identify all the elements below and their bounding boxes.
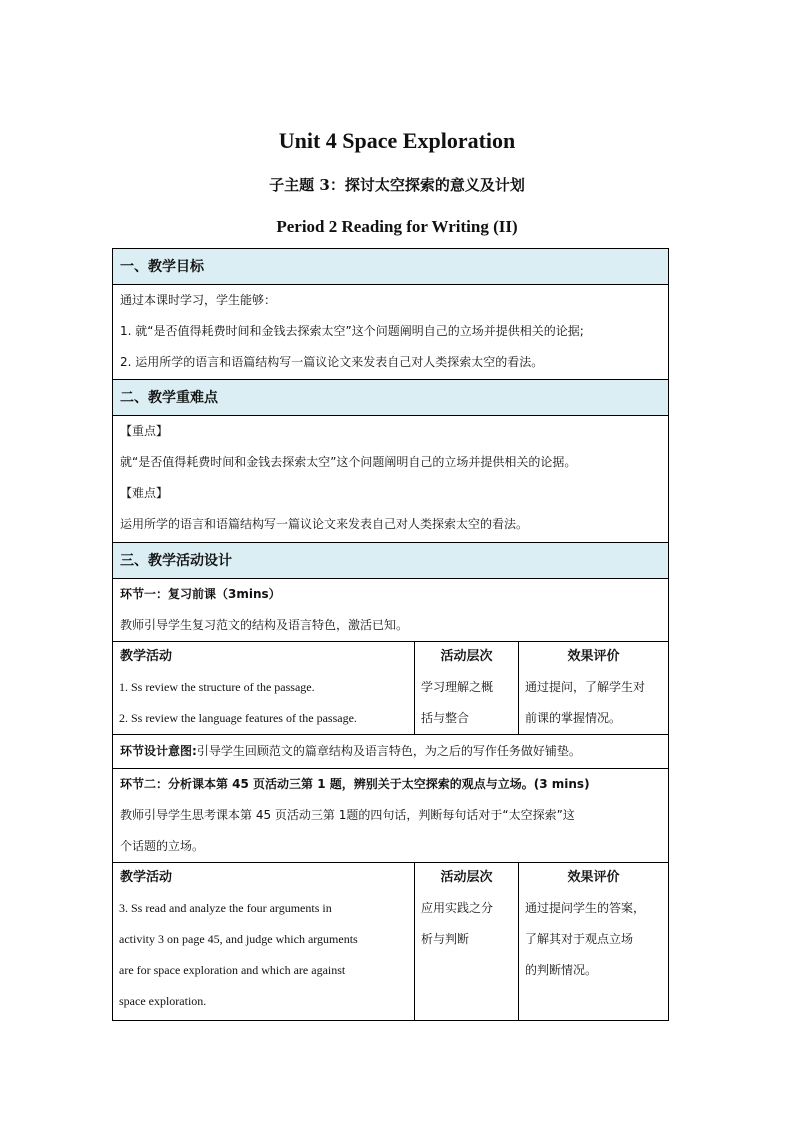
difficult-point-text: 运用所学的语言和语篇结构写一篇议论文来发表自己对人类探索太空的看法。 bbox=[120, 517, 529, 531]
section-key-difficult-points bbox=[112, 379, 669, 542]
level-line: 析与判断 bbox=[421, 932, 470, 946]
document-title: Unit 4 Space Exploration bbox=[278, 128, 516, 153]
step2-activity-table bbox=[113, 862, 668, 1020]
section-activity-design bbox=[112, 542, 669, 1021]
column-header: 教学活动 bbox=[120, 870, 173, 885]
activity-line: 3. Ss read and analyze the four arguments in bbox=[119, 901, 332, 915]
key-point-label: 【重点】 bbox=[120, 424, 169, 438]
activity-column bbox=[113, 863, 414, 1020]
activity-line: space exploration. bbox=[119, 994, 207, 1008]
section-heading: 三、教学活动设计 bbox=[113, 543, 668, 579]
evaluation-column bbox=[518, 863, 668, 1020]
column-header: 效果评价 bbox=[567, 649, 620, 664]
level-column bbox=[414, 642, 518, 734]
evaluation-column bbox=[518, 642, 668, 734]
key-point-text: 就“是否值得耗费时间和金钱去探索太空”这个问题阐明自己的立场并提供相关的论据。 bbox=[120, 455, 577, 469]
activity-line: 1. Ss review the structure of the passage. bbox=[119, 680, 315, 694]
evaluation-line: 了解其对于观点立场 bbox=[525, 932, 634, 946]
activity-line: activity 3 on page 45, and judge which arguments bbox=[119, 932, 358, 946]
evaluation-line: 通过提问，了解学生对 bbox=[525, 680, 646, 694]
activity-line: are for space exploration and which are against bbox=[119, 963, 346, 977]
period-title: Period 2 Reading for Writing (II) bbox=[276, 217, 518, 236]
step1-title: 环节一：复习前课（3mins） bbox=[120, 587, 281, 601]
activity-column bbox=[113, 642, 414, 734]
step2-title: 环节二：分析课本第 45 页活动三第 1 题，辨别关于太空探索的观点与立场。(3 mins) bbox=[120, 777, 590, 791]
activity-line: 2. Ss review the language features of the passage. bbox=[119, 711, 357, 725]
section-heading: 一、教学目标 bbox=[113, 249, 668, 285]
step1-activity-table bbox=[113, 641, 668, 734]
level-line: 学习理解之概 bbox=[421, 680, 494, 694]
step1-description: 教师引导学生复习范文的结构及语言特色，激活已知。 bbox=[120, 618, 409, 632]
section-teaching-objectives bbox=[112, 248, 669, 379]
step2-description-line: 个话题的立场。 bbox=[120, 839, 205, 853]
difficult-point-label: 【难点】 bbox=[120, 486, 169, 500]
step1-design-intent bbox=[113, 734, 668, 768]
step2-block bbox=[113, 768, 668, 862]
step2-description-line: 教师引导学生思考课本第 45 页活动三第 1题的四句话，判断每句话对于“太空探索”这 bbox=[120, 808, 575, 822]
level-column bbox=[414, 863, 518, 1020]
evaluation-line: 前课的掌握情况。 bbox=[525, 711, 622, 725]
objective-item: 1. 就“是否值得耗费时间和金钱去探索太空”这个问题阐明自己的立场并提供相关的论据; bbox=[120, 324, 584, 338]
objective-item: 2. 运用所学的语言和语篇结构写一篇议论文来发表自己对人类探索太空的看法。 bbox=[120, 355, 544, 369]
column-header: 活动层次 bbox=[440, 649, 493, 664]
design-intent-label: 环节设计意图: bbox=[120, 744, 197, 758]
evaluation-line: 通过提问学生的答案， bbox=[525, 901, 646, 915]
column-header: 活动层次 bbox=[440, 870, 493, 885]
evaluation-line: 的判断情况。 bbox=[525, 963, 598, 977]
intro-text: 通过本课时学习，学生能够： bbox=[120, 293, 277, 307]
column-header: 教学活动 bbox=[120, 649, 173, 664]
level-line: 括与整合 bbox=[421, 711, 470, 725]
subtopic-title: 子主题 3：探讨太空探索的意义及计划 bbox=[269, 176, 525, 194]
section-heading: 二、教学重难点 bbox=[113, 380, 668, 416]
design-intent-text: 引导学生回顾范文的篇章结构及语言特色，为之后的写作任务做好铺垫。 bbox=[196, 744, 581, 758]
level-line: 应用实践之分 bbox=[421, 901, 494, 915]
column-header: 效果评价 bbox=[567, 870, 620, 885]
